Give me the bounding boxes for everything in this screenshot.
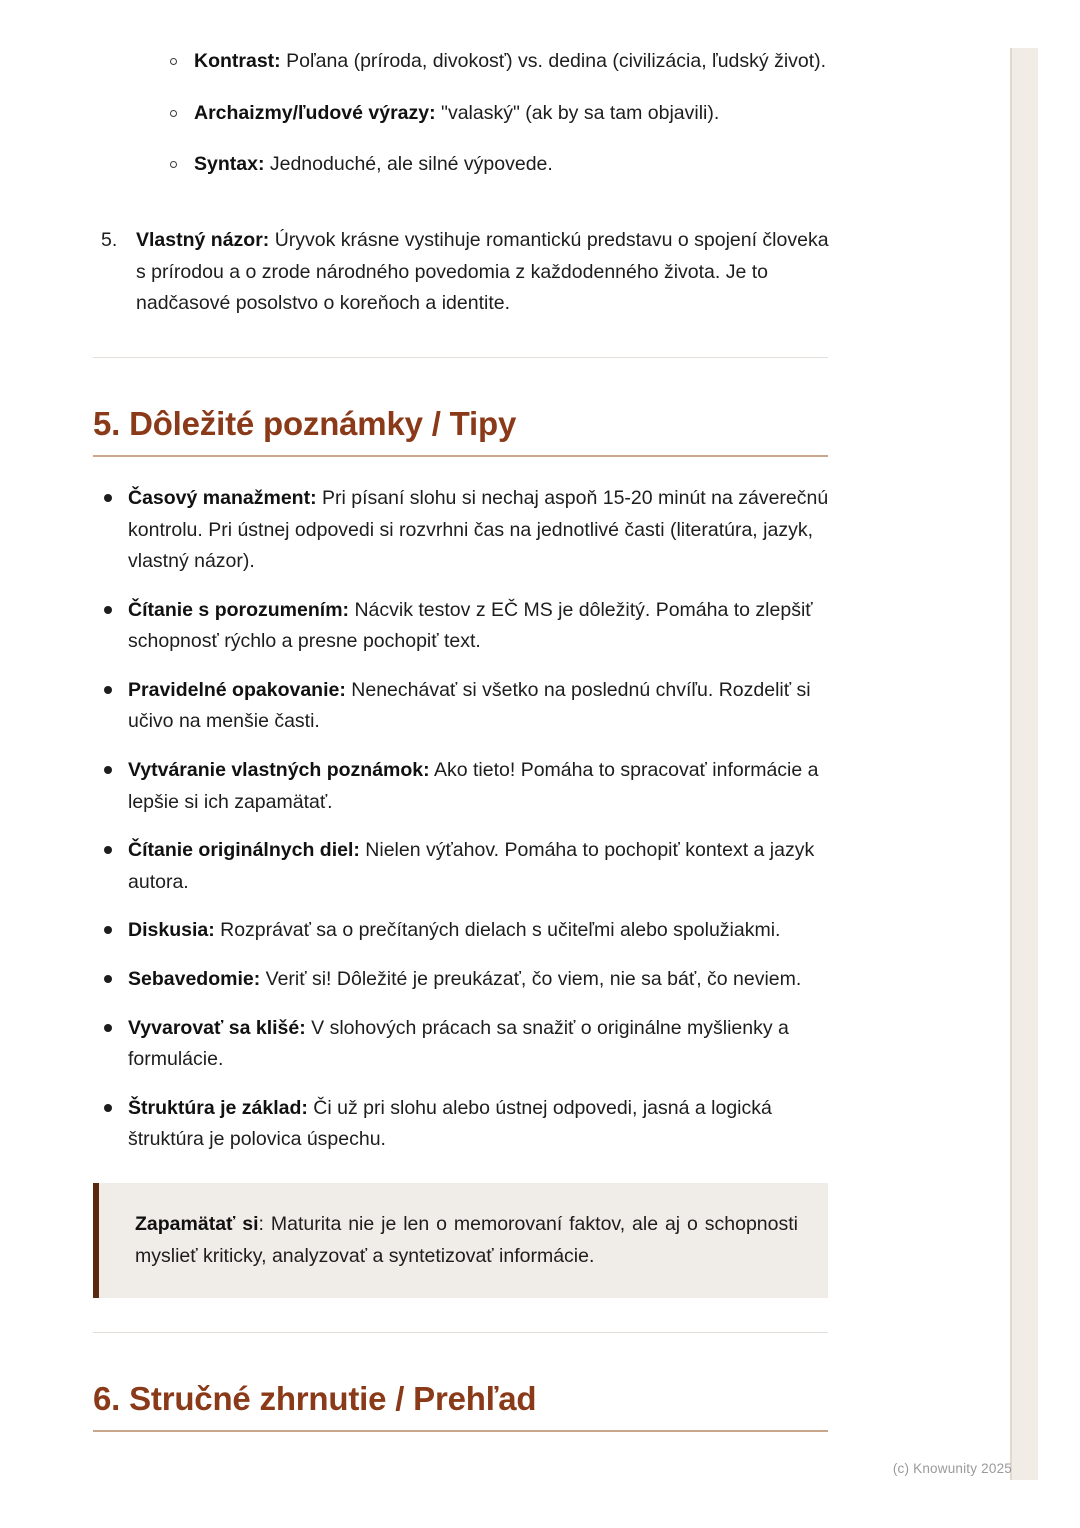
list-item: [160, 46, 840, 78]
page-title: 5. Dôležité poznámky / Tipy: [93, 405, 517, 442]
list-item: [96, 483, 841, 578]
list-item: [96, 225, 836, 320]
list-item-term: Syntax:: [194, 153, 265, 176]
list-item-text: Nielen výťahov. Pomáha to pochopiť kontext a jazyk autora.: [128, 839, 815, 893]
list-item-text: Poľana (príroda, divokosť) vs. dedina (civilizácia, ľudský život).: [280, 50, 827, 72]
tips-list: [96, 483, 841, 1173]
copyright-footer: (c) Knowunity 2025: [892, 1461, 1012, 1476]
list-item-text: Rozprávať sa o prečítaných dielach s učiteľmi alebo spolužiakmi.: [214, 919, 781, 942]
page-edge-strip: [1012, 48, 1038, 1480]
callout-term: Zapamätať si: [135, 1213, 259, 1235]
list-item-text: V slohových prácach sa snažiť o originálne myšlienky a formulácie.: [128, 1016, 789, 1071]
list-item-text: "valaský" (ak by sa tam objavili).: [435, 101, 720, 124]
list-item-term: Archaizmy/ľudové výrazy:: [194, 101, 436, 124]
list-item-term: Vyvarovať sa klišé:: [128, 1016, 306, 1039]
section-5-header: [93, 405, 828, 457]
list-item-term: Čítanie originálnych diel:: [128, 839, 360, 862]
list-item: [160, 98, 840, 130]
list-item-text: Úryvok krásne vystihuje romantickú predstavu o spojení človeka s prírodou a o zrode národného povedomia z každodenného života. Je to nadčasové posolstvo o koreňoch a identite.: [136, 229, 829, 315]
list-item-text: Pri písaní slohu si nechaj aspoň 15-20 minút na záverečnú kontrolu. Pri ústnej odpovedi si rozvrhni čas na jednotlivé časti (literatúra, jazyk, vlastný názor).: [128, 487, 829, 573]
list-item: [96, 675, 841, 738]
list-item-text: Veriť si! Dôležité je preukázať, čo viem, nie sa báť, čo neviem.: [260, 967, 802, 990]
list-item-term: Vytváranie vlastných poznámok:: [128, 759, 430, 782]
list-item-text: Ako tieto! Pomáha to spracovať informácie a lepšie si ich zapamätať.: [128, 759, 819, 813]
list-item: [96, 964, 841, 996]
list-item: [96, 595, 841, 658]
divider: [93, 357, 828, 358]
title-underline: [93, 455, 828, 457]
list-item-term: Vlastný názor:: [136, 229, 270, 251]
list-item: [96, 1013, 841, 1076]
list-item-text: Nenechávať si všetko na poslednú chvíľu. Rozdeliť si učivo na menšie časti.: [128, 678, 811, 733]
list-item-term: Kontrast:: [194, 50, 281, 72]
list-item-term: Diskusia:: [128, 919, 215, 942]
list-item: [96, 835, 841, 898]
page-edge-decoration: [970, 0, 1080, 1528]
list-item-text: Nácvik testov z EČ MS je dôležitý. Pomáha to zlepšiť schopnosť rýchlo a presne pochopiť text.: [128, 598, 813, 653]
page-edge-line: [1010, 48, 1012, 1480]
list-item-text: Jednoduché, ale silné výpovede.: [264, 153, 553, 176]
divider: [93, 1332, 828, 1333]
list-item: [160, 149, 840, 181]
list-item-term: Štruktúra je základ:: [128, 1096, 308, 1119]
page-title: 6. Stručné zhrnutie / Prehľad: [93, 1380, 537, 1417]
list-item: [96, 1093, 841, 1156]
list-item-term: Pravidelné opakovanie:: [128, 678, 346, 701]
list-item-term: Sebavedomie:: [128, 967, 261, 990]
numbered-list: [96, 225, 836, 320]
callout-box: [93, 1183, 828, 1298]
callout-text: : Maturita nie je len o memorovaní faktov, ale aj o schopnosti myslieť kriticky, analyzovať a syntetizovať informácie.: [135, 1213, 798, 1267]
list-item: [96, 915, 841, 947]
list-item-text: Či už pri slohu alebo ústnej odpovedi, jasná a logická štruktúra je polovica úspechu.: [128, 1096, 772, 1151]
sub-bullet-list: [160, 46, 840, 201]
list-item: [96, 755, 841, 818]
title-underline: [93, 1430, 828, 1432]
list-item-term: Časový manažment:: [128, 487, 317, 509]
section-6-header: [93, 1380, 828, 1432]
list-item-term: Čítanie s porozumením:: [128, 598, 350, 621]
